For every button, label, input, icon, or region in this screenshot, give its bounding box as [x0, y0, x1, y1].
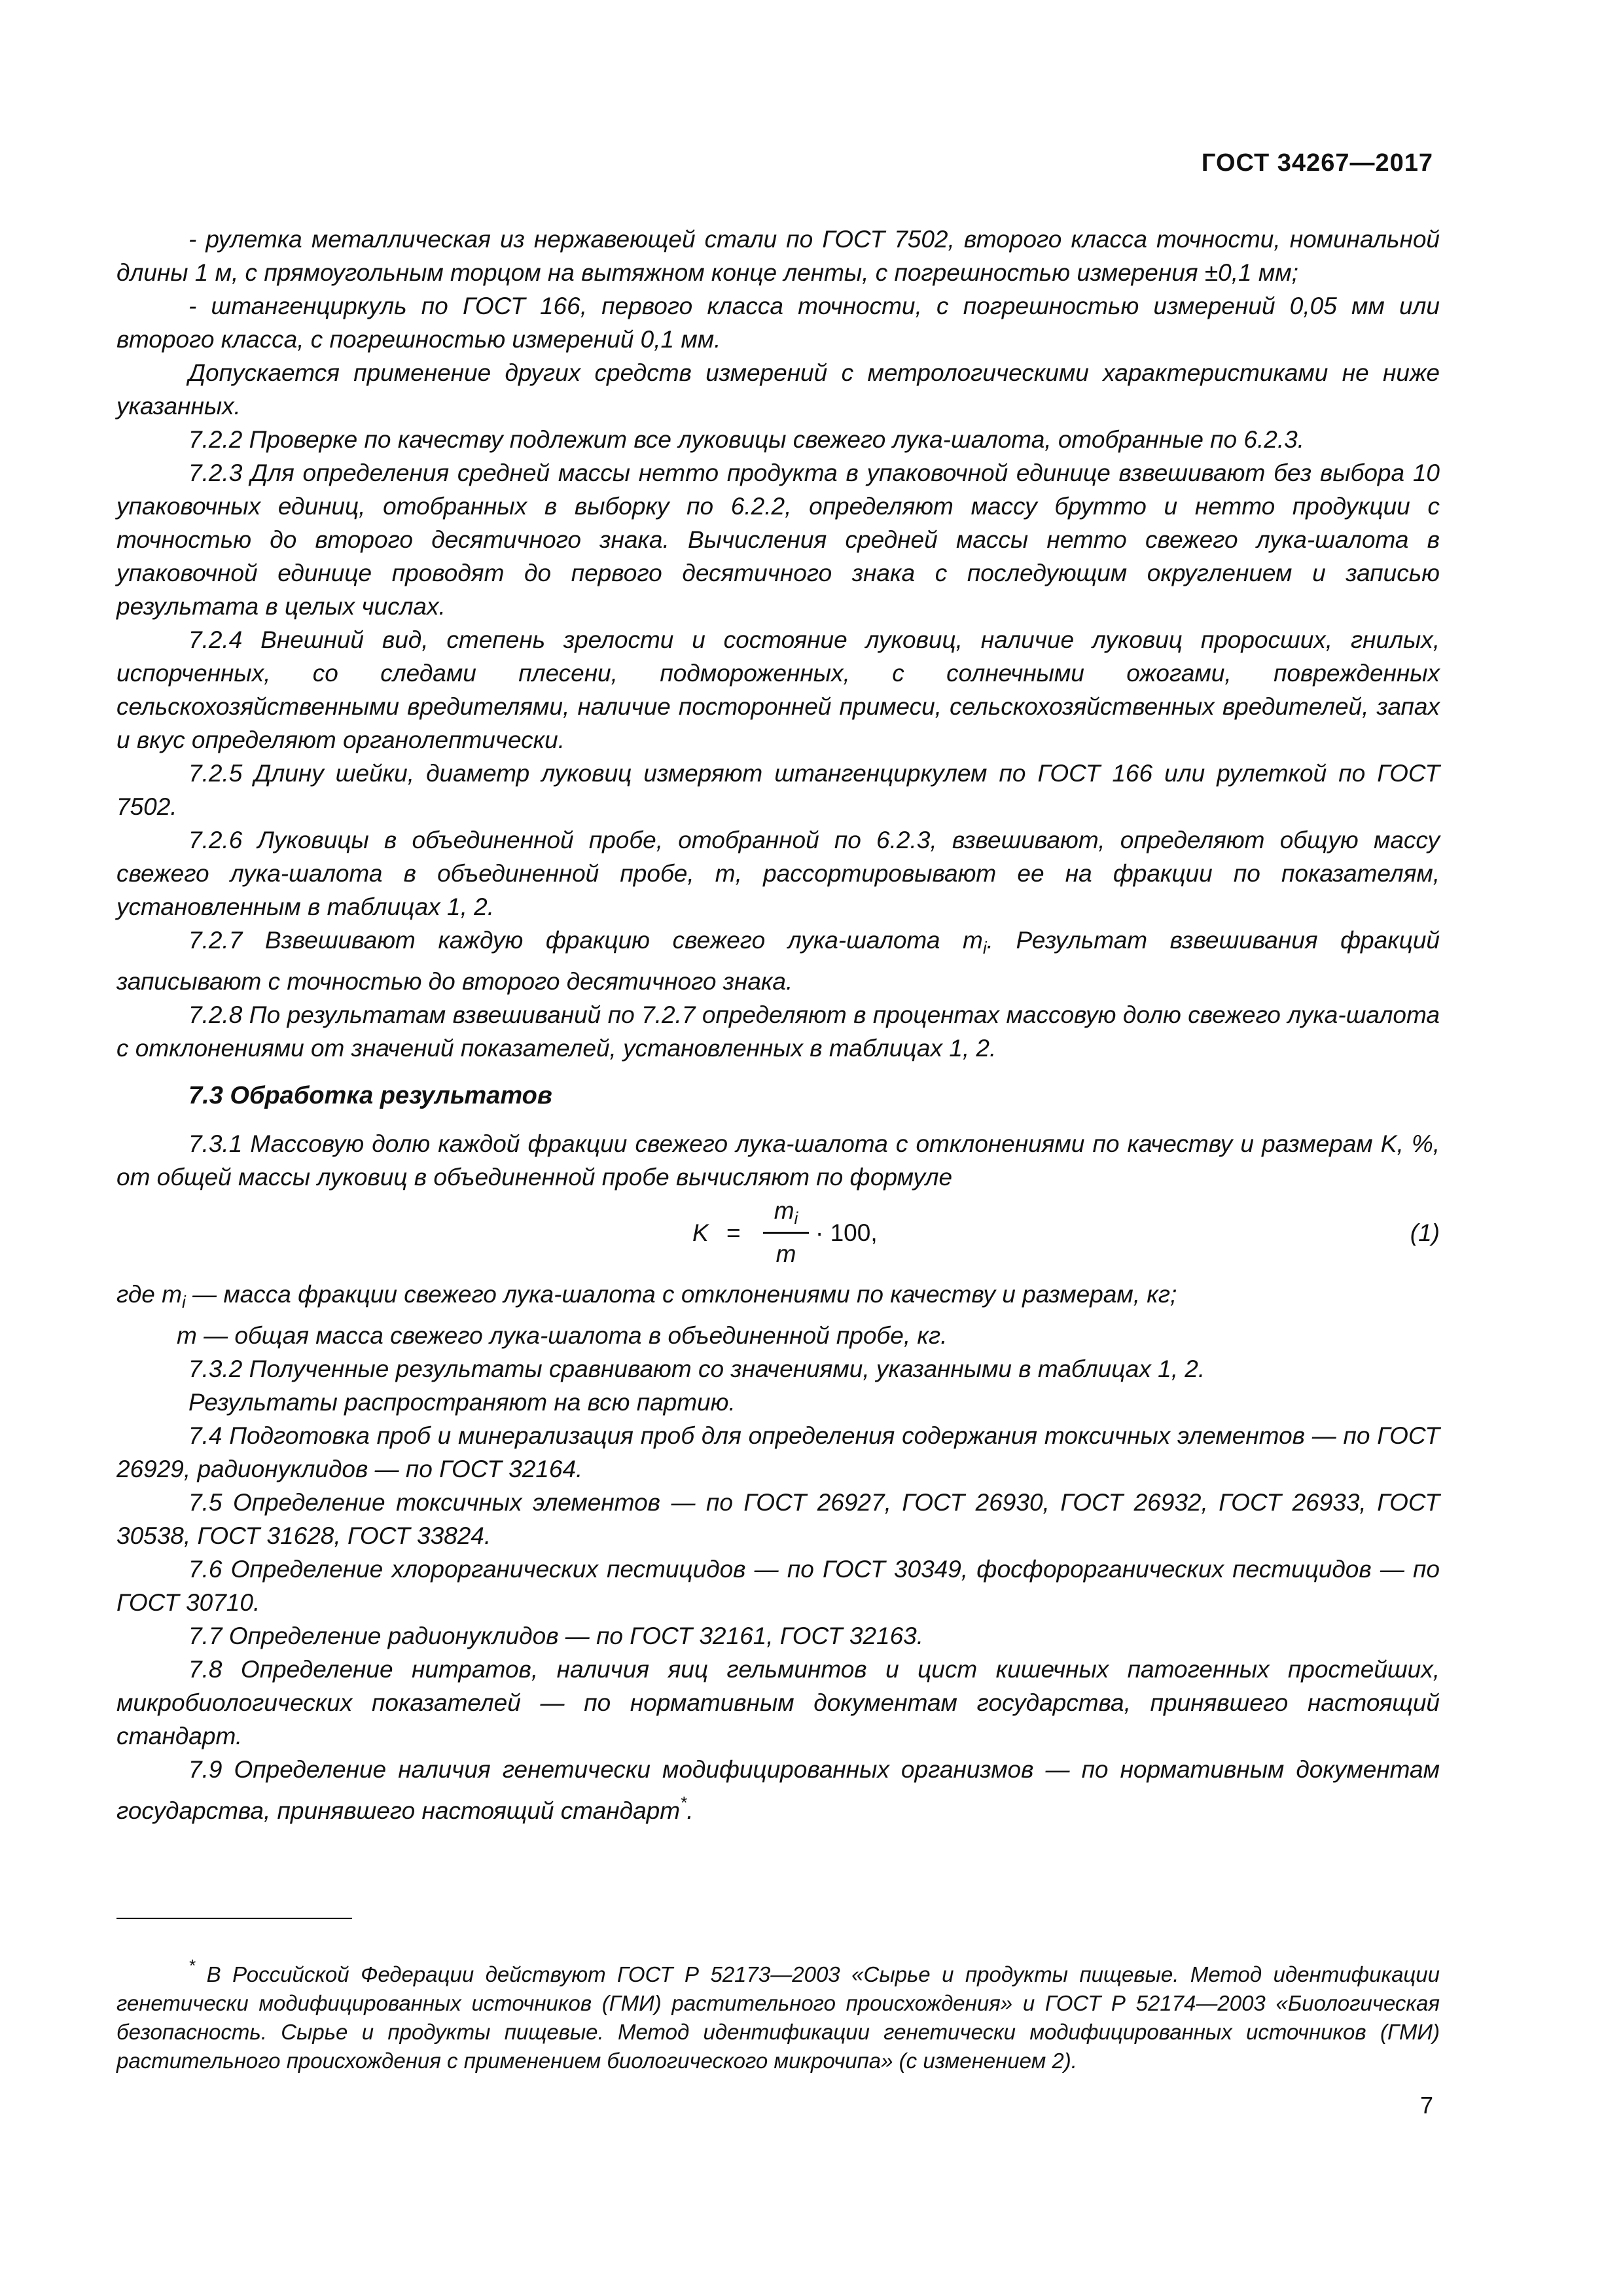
footnote	[116, 1951, 1440, 2075]
paragraph-text: . Результат взвешивания фракций записывают с точностью до второго десятичного знака.	[116, 927, 1440, 995]
paragraph: 7.2.4 Внешний вид, степень зрелости и состояние луковиц, наличие луковиц проросших, гнилых, испорченных, со следами плесени, подмороженных, с солнечными ожогами, поврежденных сельскохозяйственными вредителями, наличие посторонней примеси, сельскохозяйственных вредителей, запах и вкус определяют органолептически.	[116, 626, 1440, 753]
subscript: i	[982, 938, 987, 958]
paragraph: - штангенциркуль по ГОСТ 166, первого класса точности, с погрешностью измерений 0,05 мм или второго класса, с погрешностью измерений 0,1 мм.	[116, 293, 1440, 353]
numerator-subscript: i	[794, 1208, 798, 1228]
footnote-separator	[116, 1918, 352, 1919]
paragraph: 7.2.6 Луковицы в объединенной пробе, отобранной по 6.2.3, взвешивают, определяют общую массу свежего лука-шалота в объединенной пробе, m, рассортировывают ее на фракции по показателям, установленным в таблицах 1, 2.	[116, 827, 1440, 920]
where-term: m	[177, 1322, 197, 1349]
formula-number: (1)	[1410, 1219, 1440, 1246]
paragraph: 7.5 Определение токсичных элементов — по ГОСТ 26927, ГОСТ 26930, ГОСТ 26932, ГОСТ 26933, ГОСТ 30538, ГОСТ 31628, ГОСТ 33824.	[116, 1489, 1440, 1549]
paragraph: 7.2.3 Для определения средней массы нетто продукта в упаковочной единице взвешивают без выбора 10 упаковочных единиц, отобранных в выборку по 6.2.2, определяют массу брутто и нетто продукции с точностью до второго десятичного знака. Вычисления средней массы нетто свежего лука-шалота в упаковочной единице проводят до первого десятичного знака с последующим округлением и записью результата в целых числах.	[116, 459, 1440, 620]
paragraph-end: .	[687, 1797, 694, 1824]
paragraph-7-9	[116, 1753, 1440, 1827]
page-number: 7	[1419, 2092, 1433, 2119]
where-definition: — общая масса свежего лука-шалота в объединенной пробе, кг.	[204, 1322, 948, 1349]
where-line-2	[116, 1319, 1440, 1352]
where-line-1	[116, 1278, 1440, 1319]
paragraph: 7.7 Определение радионуклидов — по ГОСТ 32161, ГОСТ 32163.	[188, 1623, 924, 1649]
where-definition: — масса фракции свежего лука-шалота с отклонениями по качеству и размерам, кг;	[192, 1281, 1177, 1308]
paragraph: 7.2.2 Проверке по качеству подлежит все луковицы свежего лука-шалота, отобранные по 6.2.3.	[188, 426, 1304, 453]
term-symbol: m	[162, 1281, 182, 1308]
paragraph-text: 7.9 Определение наличия генетически модифицированных организмов — по нормативным документам государства, принявшего настоящий стандарт	[116, 1756, 1440, 1824]
formula-multiplier: · 100,	[815, 1219, 878, 1246]
footnote-marker: *	[680, 1793, 687, 1812]
paragraph: 7.6 Определение хлорорганических пестицидов — по ГОСТ 30349, фосфорорганических пестицидов — по ГОСТ 30710.	[116, 1556, 1440, 1616]
section-title: 7.3 Обработка результатов	[188, 1082, 552, 1109]
footnote-text: В Российской Федерации действуют ГОСТ Р 52173—2003 «Сырье и продукты пищевые. Метод идентификации генетически модифицированных источников (ГМИ) растительного происхождения» и ГОСТ Р 52174—2003 «Биологическая безопасность. Сырье и продукты пищевые. Метод идентификации генетически модифицированных источников (ГМИ) растительного происхождения с применением биологического микрочипа» (с изменением 2).	[116, 1962, 1440, 2073]
formula-lhs: K	[692, 1219, 709, 1246]
paragraph: Допускается применение других средств измерений с метрологическими характеристиками не ниже указанных.	[116, 359, 1440, 420]
paragraph-text: 7.2.7 Взвешивают каждую фракцию свежего лука-шалота m	[188, 927, 983, 954]
paragraph: Результаты распространяют на всю партию.	[188, 1389, 736, 1416]
where-term	[162, 1281, 186, 1312]
document-body	[116, 223, 1440, 1827]
paragraph: 7.4 Подготовка проб и минерализация проб для определения содержания токсичных элементов — по ГОСТ 26929, радионуклидов — по ГОСТ 32164.	[116, 1422, 1440, 1482]
where-lead: где	[116, 1281, 155, 1308]
numerator-symbol: m	[774, 1197, 794, 1224]
formula	[692, 1194, 967, 1272]
term-subscript: i	[181, 1292, 186, 1312]
formula-denominator: m	[776, 1240, 796, 1267]
paragraph: - рулетка металлическая из нержавеющей стали по ГОСТ 7502, второго класса точности, номинальной длины 1 м, с прямоугольным торцом на вытяжном конце ленты, с погрешностью измерения ±0,1 мм;	[116, 226, 1440, 286]
paragraph: 7.8 Определение нитратов, наличия яиц гельминтов и цист кишечных патогенных простейших, микробиологических показателей — по нормативным документам государства, принявшего настоящий стандарт.	[116, 1656, 1440, 1749]
formula-equals: =	[726, 1219, 741, 1246]
footnote-marker: *	[188, 1956, 196, 1975]
paragraph-7-2-7	[116, 924, 1440, 998]
paragraph: 7.3.1 Массовую долю каждой фракции свежего лука-шалота с отклонениями по качеству и размерам K, %, от общей массы луковиц в объединенной пробе вычисляют по формуле	[116, 1130, 1440, 1191]
formula-row	[116, 1194, 1440, 1272]
formula-numerator	[763, 1194, 809, 1235]
fraction-bar	[763, 1232, 809, 1234]
document-code-header: ГОСТ 34267—2017	[1201, 149, 1433, 177]
paragraph: 7.2.5 Длину шейки, диаметр луковиц измеряют штангенциркулем по ГОСТ 166 или рулеткой по ГОСТ 7502.	[116, 760, 1440, 820]
paragraph: 7.3.2 Полученные результаты сравнивают со значениями, указанными в таблицах 1, 2.	[188, 1355, 1205, 1382]
paragraph: 7.2.8 По результатам взвешиваний по 7.2.7 определяют в процентах массовую долю свежего лука-шалота с отклонениями от значений показателей, установленных в таблицах 1, 2.	[116, 1001, 1440, 1062]
